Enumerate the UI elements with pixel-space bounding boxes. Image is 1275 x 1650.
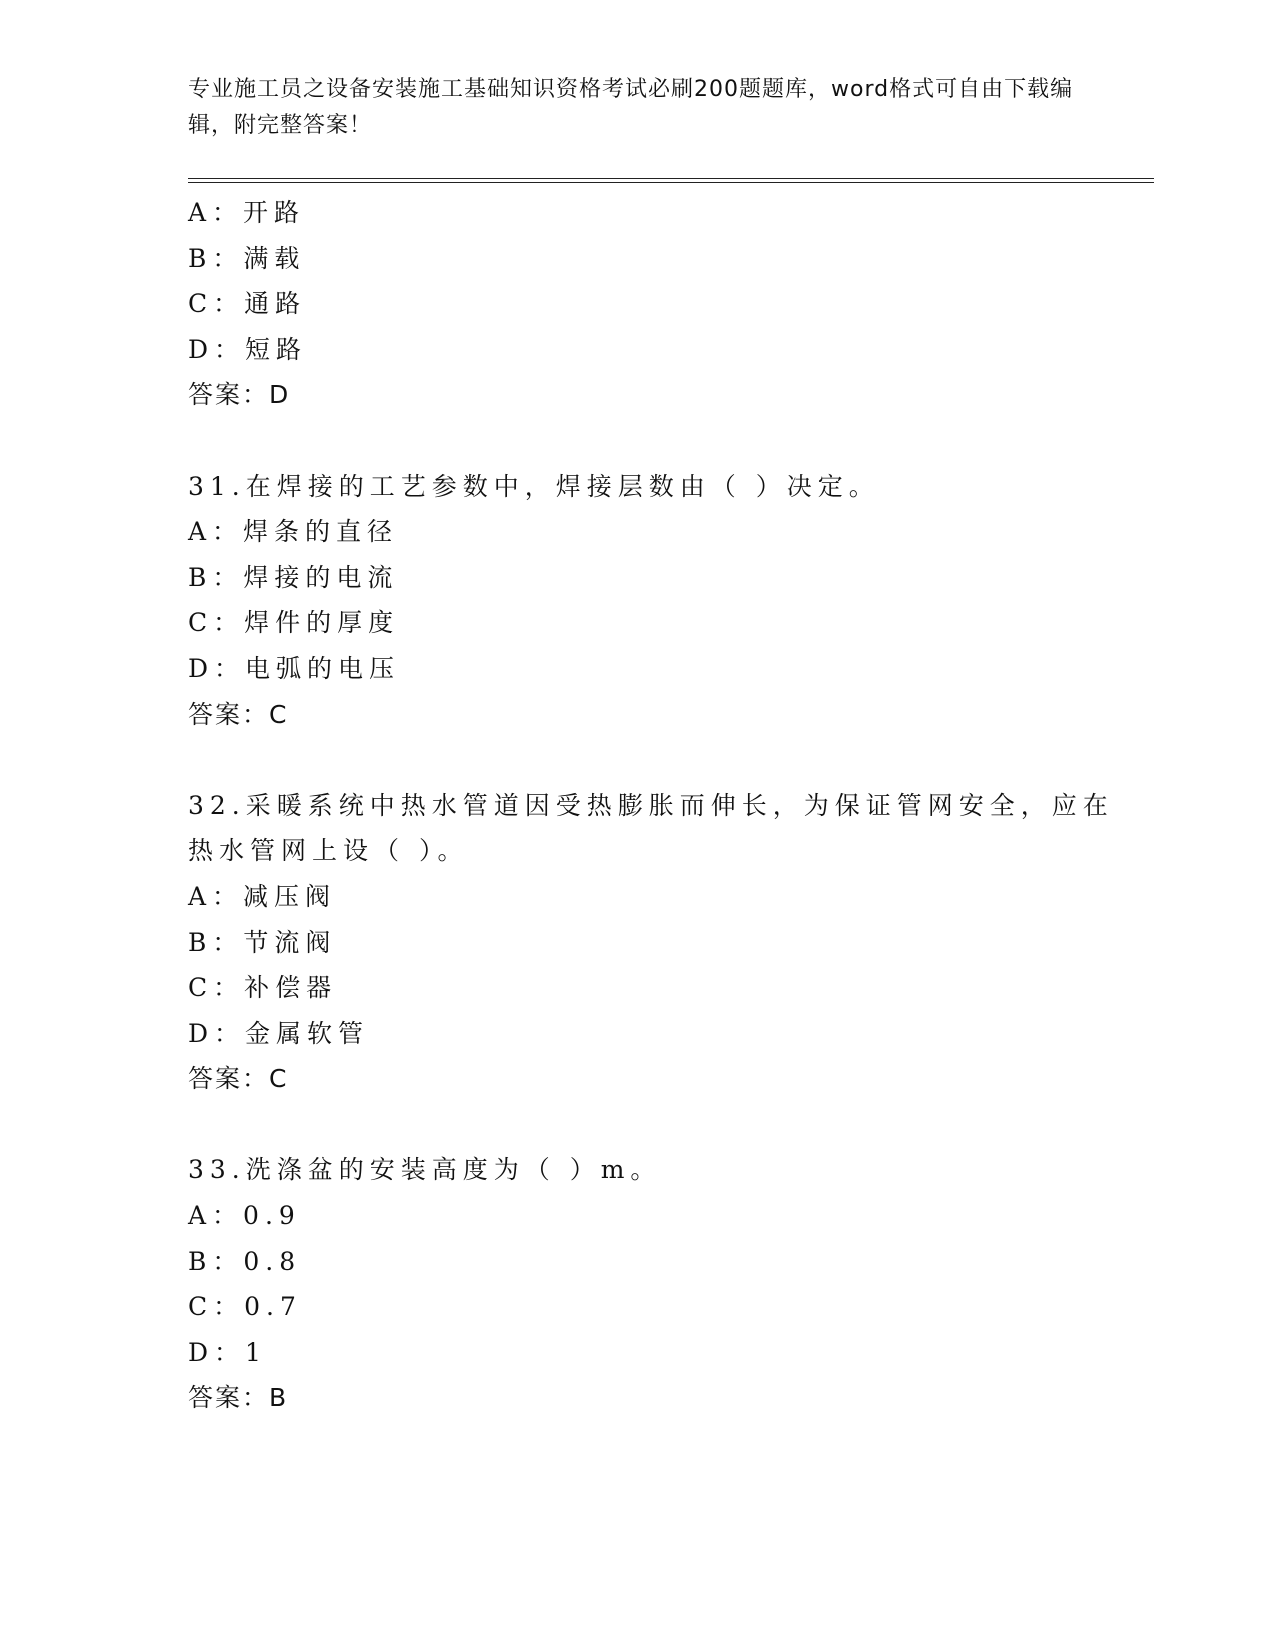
option-c: C：焊件的厚度: [188, 608, 400, 638]
option-d: D：短路: [188, 334, 308, 364]
option-a: A：减压阀: [188, 881, 337, 911]
question-text: 31.在焊接的工艺参数中，焊接层数由（ ）决定。: [188, 471, 880, 501]
answer-line: 答案：B: [188, 1383, 289, 1413]
question-list: [188, 190, 1128, 1421]
document-header: 专业施工员之设备安装施工基础知识资格考试必刷200题题库，word格式可自由下载编辑，附完整答案！: [188, 77, 1074, 138]
question-block: [188, 190, 1128, 418]
option-a: A：开路: [188, 198, 306, 227]
option-d: D：1: [188, 1337, 267, 1367]
option-b: B：焊接的电流: [188, 562, 399, 592]
question-text: 33.洗涤盆的安装高度为（ ）m。: [188, 1155, 662, 1185]
option-c: C：通路: [188, 289, 307, 319]
question-block: [188, 464, 1128, 738]
option-c: C：补偿器: [188, 973, 338, 1003]
answer-line: 答案：C: [188, 699, 289, 729]
option-c: C：0.7: [188, 1292, 302, 1322]
header-divider-bottom: [188, 182, 1154, 183]
header-divider-top: [188, 178, 1154, 179]
option-b: B：满载: [188, 243, 306, 273]
option-b: B：节流阀: [188, 927, 337, 957]
option-d: D：电弧的电压: [188, 653, 401, 683]
option-a: A：焊条的直径: [188, 517, 399, 547]
option-d: D：金属软管: [188, 1018, 370, 1048]
question-block: [188, 1147, 1128, 1421]
question-text: 32.采暖系统中热水管道因受热膨胀而伸长，为保证管网安全，应在热水管网上设（ ）。: [188, 790, 1114, 866]
answer-line: 答案：C: [188, 1064, 289, 1094]
option-b: B：0.8: [188, 1246, 302, 1276]
option-a: A：0.9: [188, 1201, 301, 1231]
question-block: [188, 783, 1128, 1102]
answer-line: 答案：D: [188, 380, 291, 410]
